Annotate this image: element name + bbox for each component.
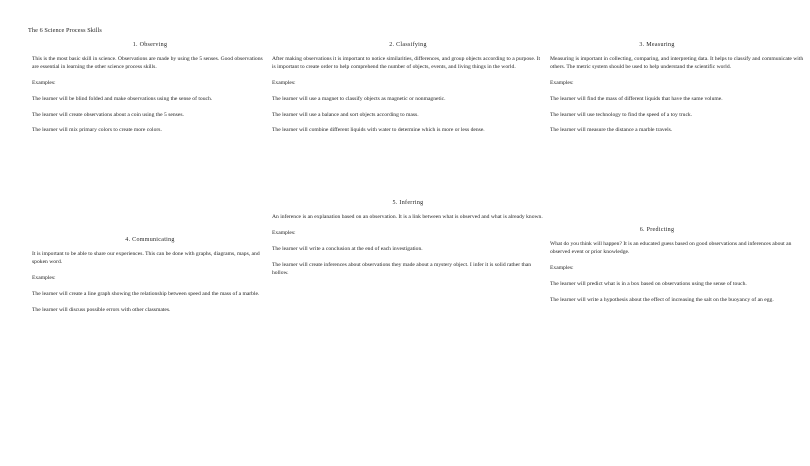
example-item: The learner will be blind folded and make observations using the sense of touch. <box>32 95 213 102</box>
section-classifying <box>272 42 544 143</box>
example-item: The learner will use technology to find the speed of a toy truck. <box>550 111 693 118</box>
example-item: The learner will write a hypothesis about the effect of increasing the salt on the buoyancy of an egg. <box>550 296 774 303</box>
example-item: The learner will create a line graph showing the relationship between speed and the mass of a marble. <box>32 290 260 297</box>
section-heading: 6. Predicting <box>639 227 675 233</box>
example-item: The learner will use a balance and sort objects according to mass. <box>272 111 419 118</box>
examples-label: Examples: <box>32 79 56 86</box>
example-item: The learner will find the mass of different liquids that have the same volume. <box>550 95 723 102</box>
section-heading: 2. Classifying <box>389 42 427 48</box>
example-item: The learner will create inferences about observations they made about a mystery object. I infer it is solid rather than hollow. <box>272 262 532 276</box>
section-heading: 5. Inferring <box>392 200 424 206</box>
examples-label: Examples: <box>272 230 296 237</box>
example-item: The learner will mix primary colors to create more colors. <box>32 127 162 134</box>
example-item: The learner will write a conclusion at the end of each investigation. <box>272 246 423 253</box>
example-item: The learner will measure the distance a marble travels. <box>550 127 673 134</box>
example-item: The learner will create observations about a coin using the 5 senses. <box>32 111 184 118</box>
section-heading: 1. Observing <box>132 42 168 48</box>
examples-label: Examples: <box>32 274 56 281</box>
section-inferring <box>272 200 544 285</box>
document-title: The 6 Science Process Skills <box>28 27 102 34</box>
section-communicating <box>32 237 268 322</box>
example-item: The learner will predict what is in a box based on observations using the sense of touch. <box>550 280 747 287</box>
examples-label: Examples: <box>550 264 574 271</box>
section-measuring <box>550 42 804 143</box>
section-intro: Measuring is important in collecting, comparing, and interpreting data. It helps to classify and communicate with others. The metric system should be used to help understand the scientific world. <box>550 56 804 70</box>
section-heading: 3. Measuring <box>639 42 675 48</box>
section-intro: An inference is an explanation based on an observation. It is a link between what is observed and what is already known. <box>272 214 543 221</box>
example-item: The learner will use a magnet to classify objects as magnetic or nonmagnetic. <box>272 95 446 102</box>
section-intro: After making observations it is important to notice similarities, differences, and group objects according to a purpose. It is important to create order to help comprehend the number of objects, events, and living things in the world. <box>272 56 541 70</box>
section-observing <box>32 42 268 143</box>
section-intro: This is the most basic skill in science. Observations are made by using the 5 senses. Good observations are essential in learning the other science process skills. <box>32 56 263 70</box>
section-heading: 4. Communicating <box>125 237 175 243</box>
section-intro: What do you think will happen? It is an educated guess based on good observations and inferences about an observed event or prior knowledge. <box>550 241 792 255</box>
section-predicting <box>550 227 792 312</box>
section-intro: It is important to be able to share our experiences. This can be done with graphs, diagrams, maps, and spoken word. <box>32 251 260 265</box>
example-item: The learner will discuss possible errors with other classmates. <box>32 306 171 313</box>
examples-label: Examples: <box>272 79 296 86</box>
examples-label: Examples: <box>550 79 574 86</box>
example-item: The learner will combine different liquids with water to determine which is more or less dense. <box>272 127 485 134</box>
